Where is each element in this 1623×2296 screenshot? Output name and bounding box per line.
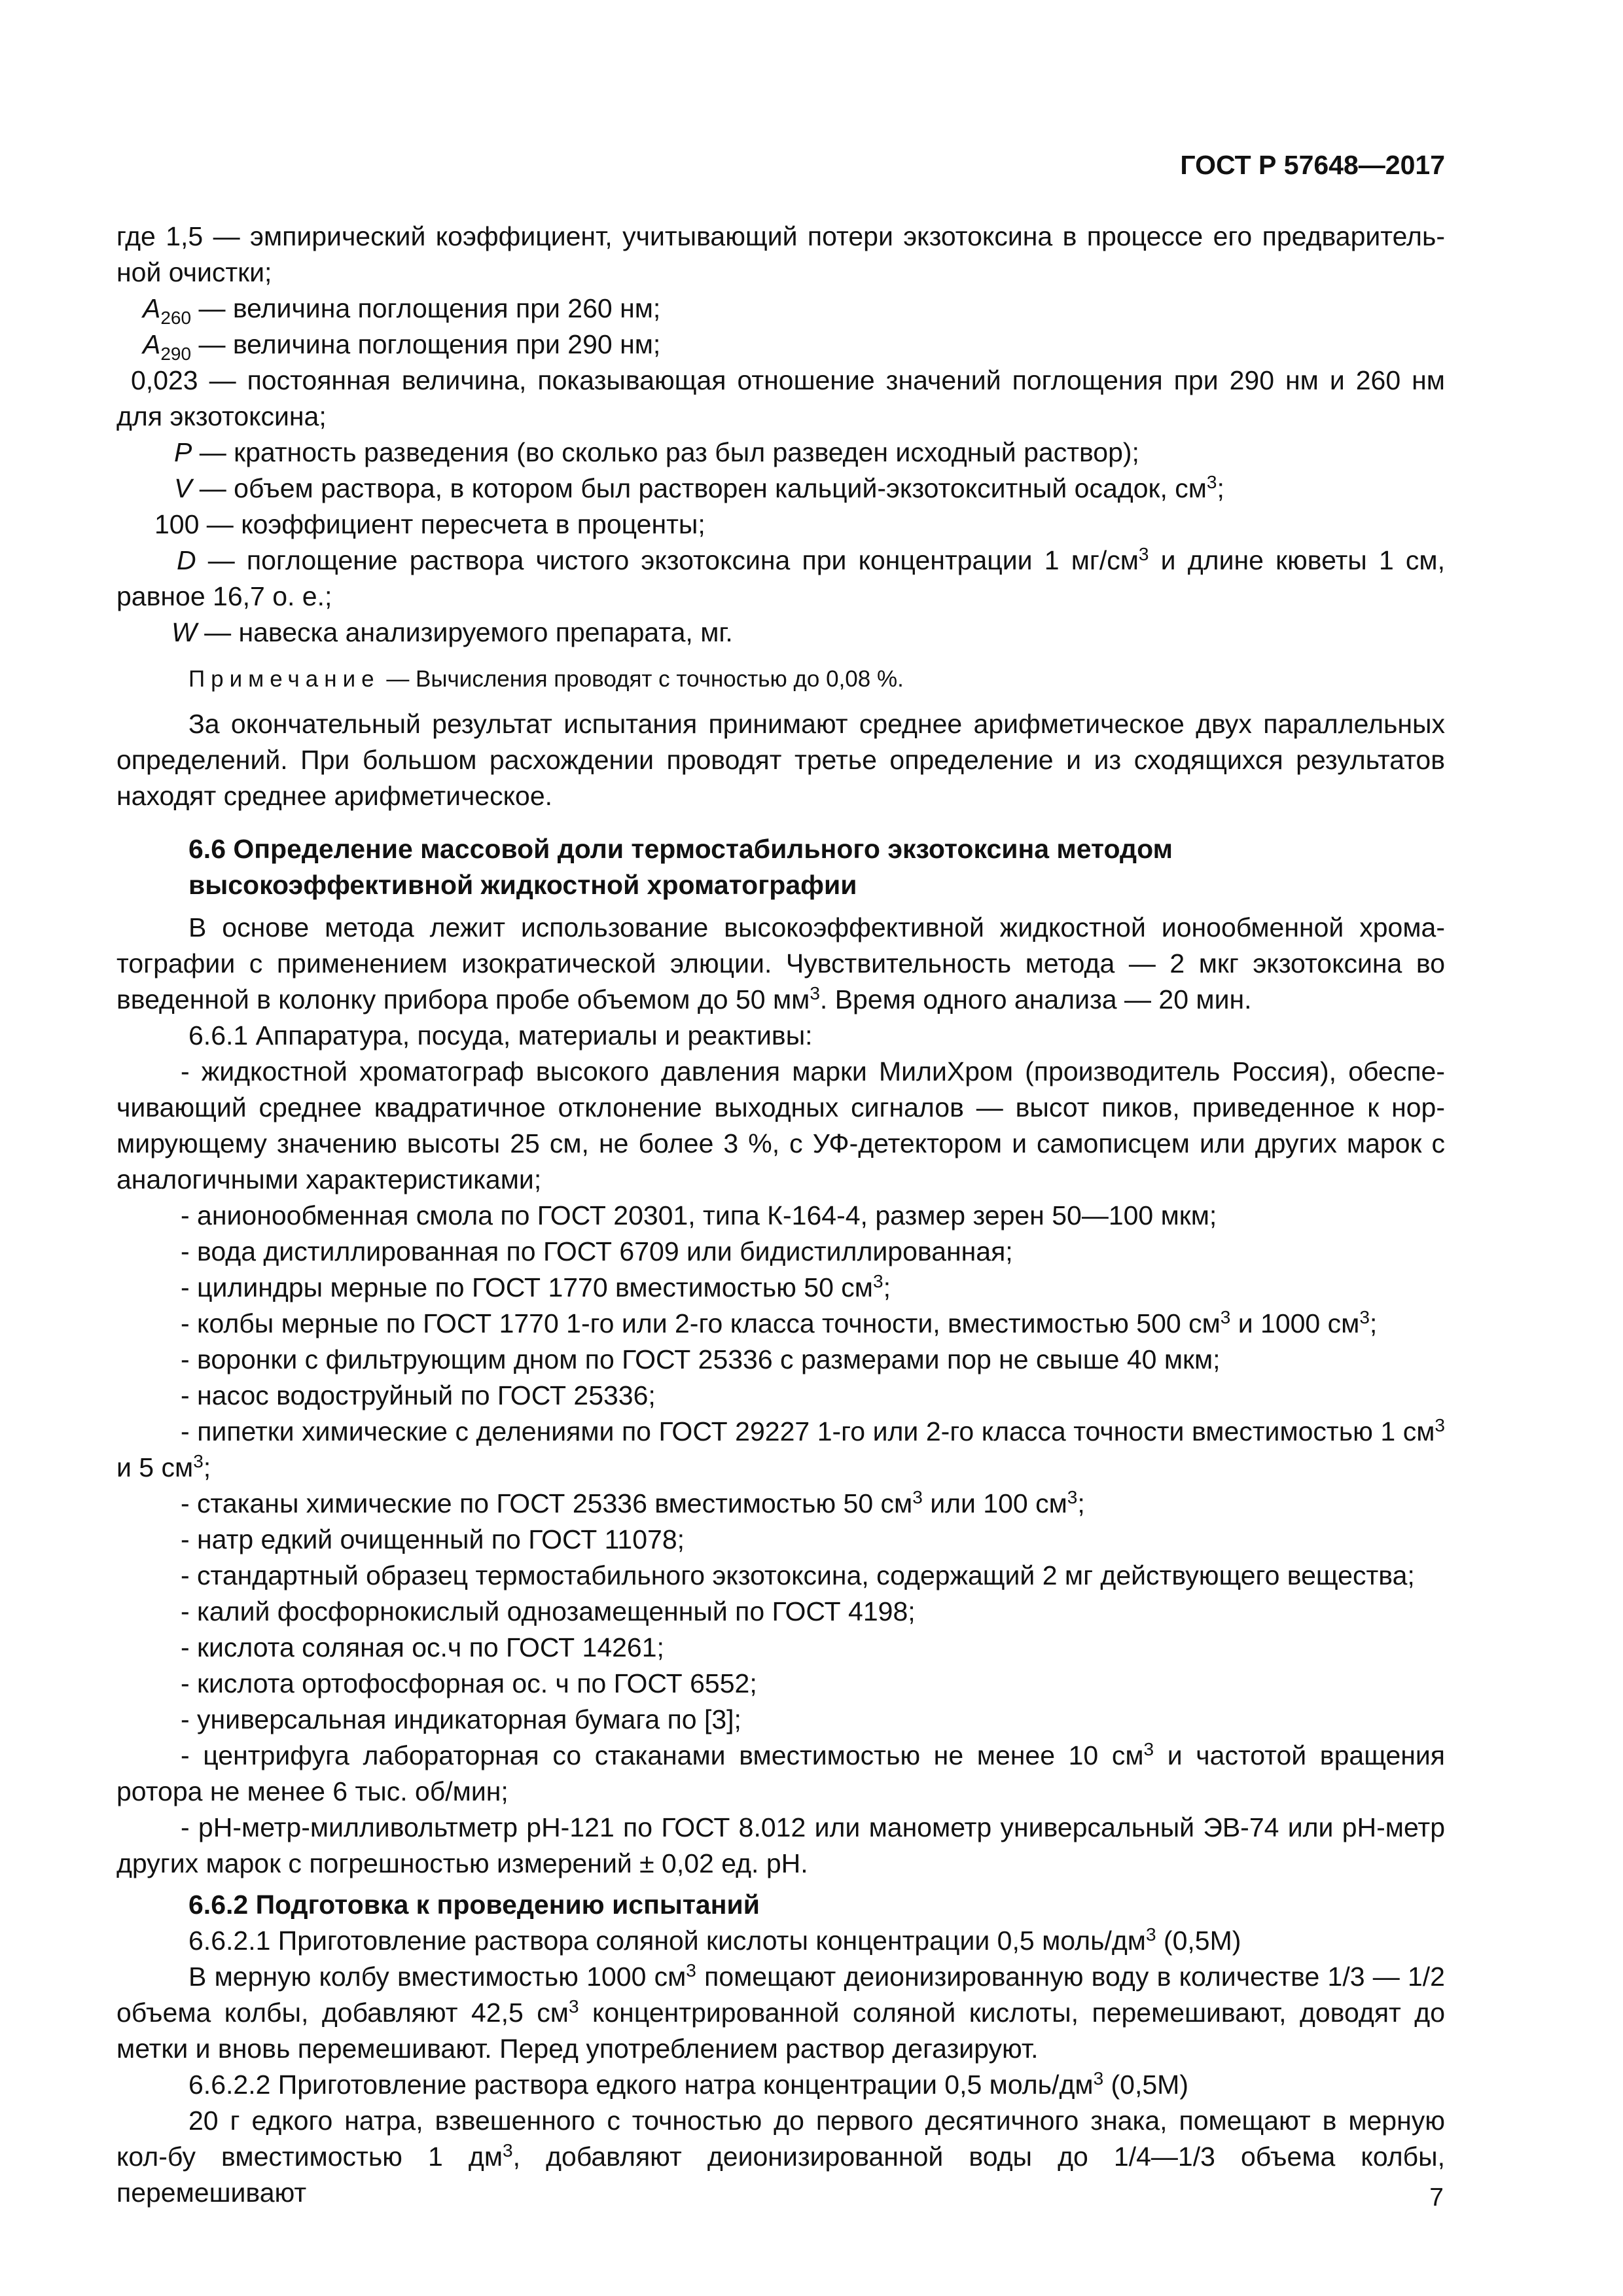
method-intro-paragraph: В основе метода лежит использование высокоэффективной жидкостной ионообменной хрома-тографии с применением изократической элюции. Чувствительность метода — 2 мкг экзотоксина во введенной в колонку прибора пробе объемом до 50 $мм^3$. Время одного анализа — 20 мин.	[116, 912, 1445, 1014]
definition-a260: $A_{260}$ — величина поглощения при 260 нм;	[143, 293, 661, 328]
definition-coefficient: где 1,5 — эмпирический коэффициент, учитывающий потери экзотоксина в процессе его предваритель-	[116, 221, 1445, 251]
list-item-kh2po4: - калий фосфорнокислый однозамещенный по ГОСТ 4198;	[181, 1596, 916, 1626]
section-6-6-heading-line1: 6.6 Определение массовой доли термостабильного экзотоксина методом	[188, 834, 1173, 864]
final-result-paragraph: За окончательный результат испытания принимают среднее арифметическое двух параллельных определений. При большом расхождении проводят третье определение и из сходящихся результатов находят среднее арифметическое.	[116, 709, 1445, 811]
list-item-pipettes-cont: и 5 $см^3$;	[116, 1451, 211, 1482]
note	[116, 661, 1445, 697]
apparatus-title: 6.6.1 Аппаратура, посуда, материалы и реактивы:	[188, 1020, 813, 1050]
hcl-solution-title: 6.6.2.1 Приготовление раствора соляной кислоты концентрации 0,5 моль/$дм^3$ (0,5М)	[188, 1924, 1241, 1956]
definition-constant: 0,023 — постоянная величина, показывающая отношение значений поглощения при 290 нм и 260 нм	[131, 365, 1445, 395]
naoh-solution-title: 6.6.2.2 Приготовление раствора едкого натра концентрации 0,5 моль/$дм^3$ (0,5М)	[188, 2068, 1188, 2100]
definition-d: D — поглощение раствора чистого экзотоксина при концентрации 1 $мг/см^3$ и длине кюветы 1 см,	[177, 544, 1445, 575]
definition-a290: $A_{290}$ — величина поглощения при 290 нм;	[143, 329, 661, 364]
list-item-h3po4: - кислота ортофосфорная ос. ч по ГОСТ 6552;	[181, 1668, 757, 1698]
definition-coefficient-cont: ной очистки;	[116, 257, 272, 287]
list-item-naoh: - натр едкий очищенный по ГОСТ 11078;	[181, 1524, 685, 1554]
list-item-centrifuge: - центрифуга лабораторная со стаканами вместимостью не менее 10 $см^3$ и частотой вращения	[181, 1739, 1446, 1770]
page-body	[116, 219, 1445, 2211]
list-item-cylinders: - цилиндры мерные по ГОСТ 1770 вместимостью 50 $см^3$;	[181, 1271, 891, 1302]
list-item-flasks: - колбы мерные по ГОСТ 1770 1-го или 2-го класса точности, вместимостью 500 $см^3$ и 1000 $см^3$;	[181, 1307, 1378, 1338]
definition-w: W — навеска анализируемого препарата, мг.	[171, 617, 733, 647]
section-6-6-2-heading: 6.6.2 Подготовка к проведению испытаний	[188, 1890, 760, 1920]
definition-constant-cont: для экзотоксина;	[116, 401, 327, 431]
list-item-chromatograph: - жидкостной хроматограф высокого давления марки МилиХром (производитель Россия), обеспе-чивающий среднее квадратичное отклонение выходных сигналов — высот пиков, приведенное к нор-мирующему значению высоты 25 см, не более 3 %, с УФ-детектором и самописцем или других марок с аналогичными характеристиками;	[116, 1056, 1445, 1194]
list-item-centrifuge-cont: ротора не менее 6 тыс. об/мин;	[116, 1776, 508, 1806]
hcl-solution-paragraph: В мерную колбу вместимостью 1000 $см^3$ помещают деионизированную воду в количестве 1/3 — 1/2 объема колбы, добавляют 42,5 $см^3$ концентрированной соляной кислоты, перемешивают, доводят до метки и вновь перемешивают. Перед употреблением раствор дегазируют.	[116, 1960, 1445, 2064]
definition-hundred: 100 — коэффициент пересчета в проценты;	[154, 509, 705, 539]
list-item-pump: - насос водоструйный по ГОСТ 25336;	[181, 1380, 656, 1410]
list-item-phmeter: - рН-метр-милливольтметр рН-121 по ГОСТ 8.012 или манометр универсальный ЭВ-74 или рН-метр других марок с погрешностью измерений ± 0,02 ед. рН.	[116, 1812, 1445, 1878]
naoh-solution-paragraph: 20 г едкого натра, взвешенного с точностью до первого десятичного знака, помещают в мерную кол-бу вместимостью 1 $дм^3$, добавляют деионизированной воды до 1/4—1/3 объема колбы, перемешивают	[116, 2106, 1446, 2208]
list-item-pipettes: - пипетки химические с делениями по ГОСТ 29227 1-го или 2-го класса точности вместимостью 1 $см^3$	[181, 1415, 1445, 1446]
section-6-6-heading-line2: высокоэффективной жидкостной хроматографии	[188, 870, 857, 900]
definition-p: P — кратность разведения (во сколько раз был разведен исходный раствор);	[174, 437, 1139, 467]
definition-d-cont: равное 16,7 о. е.;	[116, 581, 332, 611]
document-header-title: ГОСТ Р 57648—2017	[1180, 150, 1445, 180]
list-item-indicator-paper: - универсальная индикаторная бумага по [3];	[181, 1704, 741, 1734]
list-item-resin: - анионообменная смола по ГОСТ 20301, типа К-164-4, размер зерен 50—100 мкм;	[181, 1200, 1217, 1230]
list-item-standard: - стандартный образец термостабильного экзотоксина, содержащий 2 мг действующего вещества;	[181, 1560, 1415, 1590]
list-item-beakers: - стаканы химические по ГОСТ 25336 вместимостью 50 $см^3$ или 100 $см^3$;	[181, 1487, 1085, 1518]
note-text: — Вычисления проводят с точностью до 0,08 %.	[380, 666, 904, 692]
page-number: 7	[1429, 2183, 1444, 2212]
definition-v: V — объем раствора, в котором был растворен кальций-экзотокситный осадок, $см^3$;	[174, 472, 1224, 503]
list-item-hcl: - кислота соляная ос.ч по ГОСТ 14261;	[181, 1632, 664, 1662]
list-item-funnels: - воронки с фильтрующим дном по ГОСТ 25336 с размерами пор не свыше 40 мкм;	[181, 1344, 1221, 1374]
list-item-water: - вода дистиллированная по ГОСТ 6709 или бидистиллированная;	[181, 1236, 1013, 1266]
note-label: Примечание	[188, 666, 380, 692]
